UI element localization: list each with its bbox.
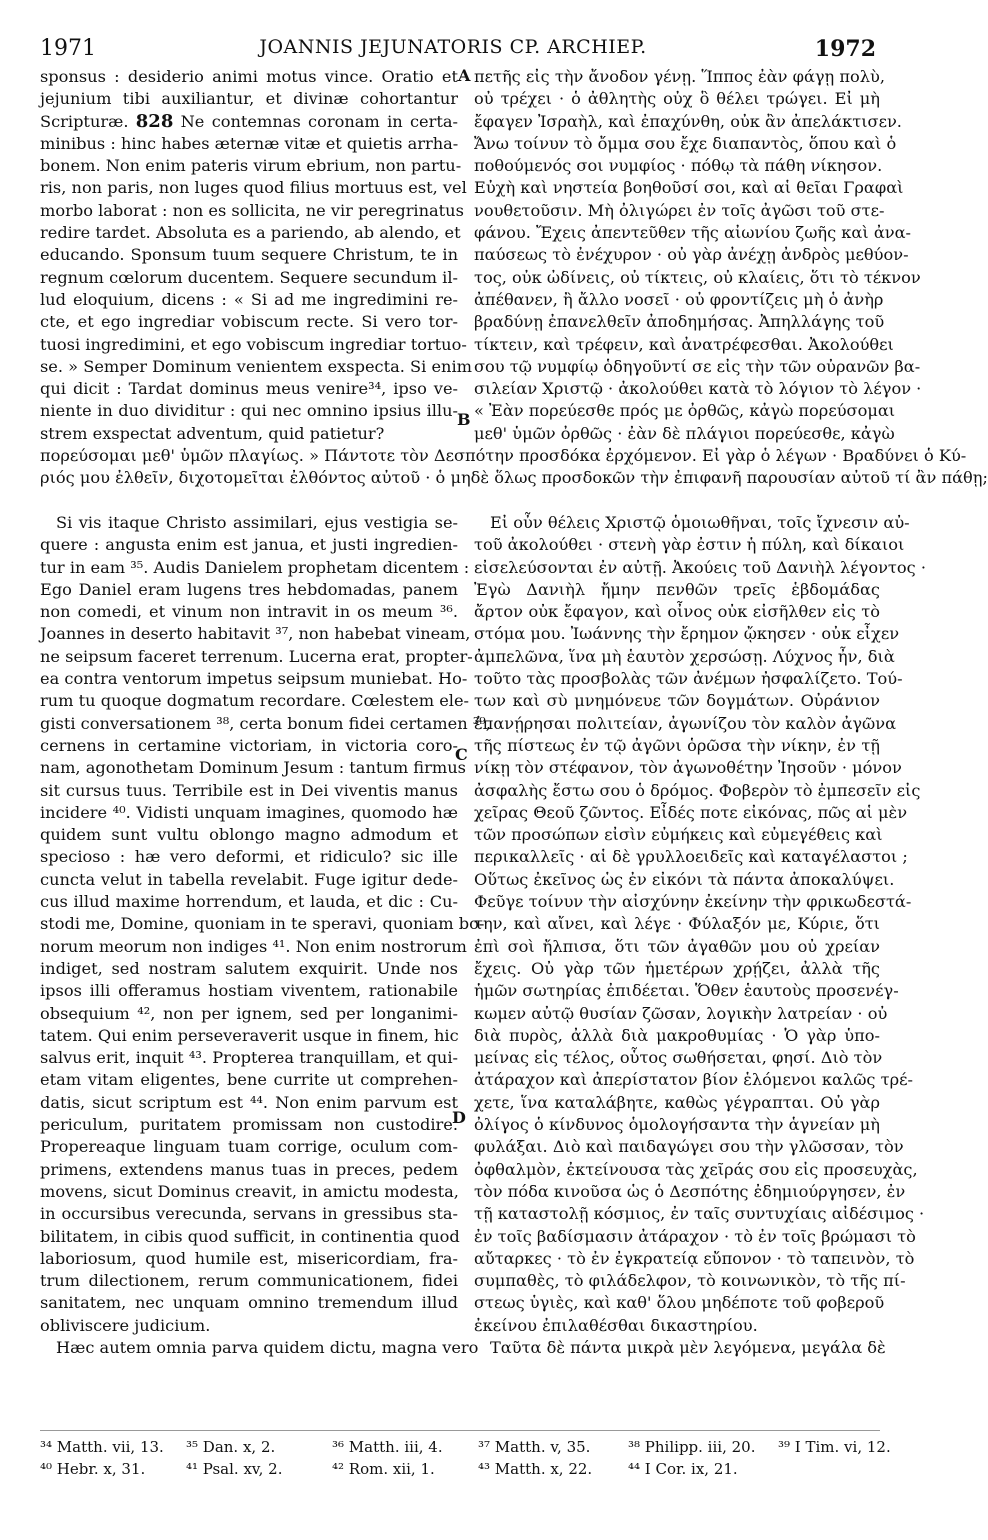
latin-text-line: salvus erit, inquit ⁴³. Propterea tranquillam, et qui- [40, 1048, 458, 1068]
greek-text-line: ἀμπελῶνα, ἵνα μὴ ἑαυτὸν χερσώσῃ. Λύχνος ἦν, διὰ [474, 646, 895, 666]
greek-text-line: νουθετοῦσιν. Μὴ ὀλιγώρει ἐν τοῖς ἀγῶσι τοῦ στε- [474, 200, 885, 220]
column-number-marker: 828 [135, 110, 174, 132]
greek-text-line: φυλάξαι. Διὸ καὶ παιδαγώγει σου τὴν γλῶσσαν, τὸν [474, 1137, 904, 1157]
greek-text-line: Εὐχὴ καὶ νηστεία βοηθοῦσί σοι, καὶ αἱ θεῖαι Γραφαὶ [474, 178, 904, 198]
latin-text-line: sit cursus tuus. Terribile est in Dei viventis manus [40, 780, 458, 800]
latin-text-line: datis, sicut scriptum est ⁴⁴. Non enim parvum est [40, 1092, 458, 1112]
greek-text-line: ἀσφαλὴς ἔστω σου ὁ δρόμος. Φοβερὸν τὸ ἐμπεσεῖν εἰς [474, 780, 921, 800]
footnote-reference: ³⁷ Matth. v, 35. [478, 1438, 591, 1456]
greek-text-line: τὸν πόδα κινοῦσα ὡς ὁ Δεσπότης ἐδημιούργησεν, ἐν [474, 1181, 906, 1201]
greek-text-line: ἐκείνου ἐπιλαθέσθαι δικαστηρίου. [474, 1315, 758, 1335]
latin-text-line: redire tardet. Absoluta es a pariendo, ab alendo, et [40, 223, 461, 243]
latin-text-line [40, 111, 458, 133]
spanning-text-line: ριός μου ἐλθεῖν, διχοτομεῖται ἐλθόντος αὐτοῦ · ὁ μηδὲ ὅλως προσδοκῶν τὴν ἐπιφανῆ παρουσίαν αὐτοῦ τί ἂν πάθῃ; [40, 468, 988, 488]
greek-text-line: συμπαθὲς, τὸ φιλάδελφον, τὸ κοινωνικὸν, τὸ τῆς πί- [474, 1271, 906, 1291]
latin-text-line: movens, sicut Dominus creavit, in amictu modesta, [40, 1181, 459, 1201]
latin-text-line: bilitatem, in cibis quod sufficit, in continentia quod [40, 1226, 460, 1246]
latin-text-line: in occursibus verecunda, servans in gressibus sta- [40, 1204, 458, 1224]
latin-text-line: ne seipsum faceret terrenum. Lucerna erat, propter- [40, 646, 473, 666]
greek-text-line: Ταῦτα δὲ πάντα μικρὰ μὲν λεγόμενα, μεγάλα δὲ [490, 1337, 886, 1357]
greek-text-line: τῶν προσώπων εἰσὶν εὐμήκεις καὶ εὐμεγέθεις καὶ [474, 825, 883, 845]
greek-text-line: στεως ὑγιὲς, καὶ καθ' ὅλου μηδέποτε τοῦ φοβεροῦ [474, 1293, 885, 1313]
latin-text-line: jejunium tibi auxiliantur, et divinæ cohortantur [40, 89, 458, 109]
greek-text-line: τοῦ ἀκολούθει · στενὴ γὰρ ἐστιν ἡ πύλη, καὶ δίκαιοι [474, 535, 905, 555]
footnote-reference: ³⁵ Dan. x, 2. [186, 1438, 276, 1456]
latin-text-line: non comedi, et vinum non intravit in os meum ³⁶. [40, 602, 458, 622]
latin-text-line: Ego Daniel eram lugens tres hebdomadas, panem [40, 579, 458, 599]
greek-text-line: ἔχεις. Οὐ γὰρ τῶν ἡμετέρων χρῄζει, ἀλλὰ τῆς [474, 958, 880, 978]
latin-column-bottom [40, 512, 491, 1359]
latin-text-line: periculum, puritatem promissam non custodire. [40, 1115, 458, 1135]
latin-text-line: ris, non paris, non luges quod filius mortuus est, vel [40, 178, 467, 198]
greek-text-line: ἀπέθανεν, ἢ ἄλλο νοσεῖ · οὐ φροντίζεις μὴ ὁ ἀνὴρ [474, 289, 884, 309]
greek-text-line: των καὶ σὺ μνημόνευε τῶν δογμάτων. Οὐράνιον [474, 691, 880, 711]
greek-text-line: στόμα μου. Ἰωάννης τὴν ἔρημον ᾤκησεν · οὐκ εἶχεν [474, 624, 900, 644]
latin-text-line: niente in duo dividitur : qui nec omnino ipsius illu- [40, 401, 458, 421]
latin-text-line: lud eloquium, dicens : « Si ad me ingredimini re- [40, 289, 458, 309]
greek-text-line: αὔταρκες · τὸ ἐν ἐγκρατείᾳ εὔπονον · τὸ ταπεινὸν, τὸ [474, 1248, 915, 1268]
greek-text-line: ἔφαγεν Ἰσραὴλ, καὶ ἐπαχύνθη, οὐκ ἂν ἀπελάκτισεν. [474, 111, 902, 131]
latin-text-line: cus illud maxime horrendum, et lauda, et dic : Cu- [40, 892, 458, 912]
latin-text-line: cte, et ego ingrediar vobiscum recte. Si vero tor- [40, 312, 458, 332]
footnote-reference: ⁴³ Matth. x, 22. [478, 1460, 593, 1478]
latin-text-fragment: Scripturæ. [40, 111, 136, 131]
latin-text-line: norum meorum non indiges ⁴¹. Non enim nostrorum [40, 936, 467, 956]
greek-text-line: χεῖρας Θεοῦ ζῶντος. Εἶδές ποτε εἰκόνας, πῶς αἱ μὲν [474, 802, 908, 822]
footnote-reference: ³⁹ I Tim. vi, 12. [778, 1438, 891, 1456]
spanning-lines [40, 445, 988, 490]
latin-text-line: quidem sunt vultu oblongo magno admodum et [40, 825, 458, 845]
latin-text-line: morbo laborat : non es sollicita, ne vir peregrinatus [40, 200, 464, 220]
latin-text-line: etam vitam eligentes, bene currite ut comprehen- [40, 1070, 458, 1090]
latin-text-line: nam, agonothetam Dominum Jesum : tantum firmus [40, 758, 466, 778]
greek-text-line: μείνας εἰς τέλος, οὗτος σωθήσεται, φησί. Διὸ τὸν [474, 1048, 883, 1068]
margin-marker-c: C [455, 745, 468, 764]
latin-column-top [40, 66, 472, 445]
greek-text-line: ἀτάραχον καὶ ἀπερίστατον βίον ἑλόμενοι καλῶς τρέ- [474, 1070, 913, 1090]
latin-text-line: Propereaque linguam tuam corrige, oculum com- [40, 1137, 458, 1157]
footnote-reference: ³⁸ Philipp. iii, 20. [628, 1438, 756, 1456]
footnote-reference: ⁴¹ Psal. xv, 2. [186, 1460, 283, 1478]
footnotes [40, 1436, 891, 1480]
latin-text-line: bonem. Non enim pateris virum ebrium, non partu- [40, 156, 462, 176]
latin-text-line: Si vis itaque Christo assimilari, ejus vestigia se- [56, 513, 458, 532]
latin-text-line: rum tu quoque dogmatum recordare. Cœlestem ele- [40, 691, 470, 711]
greek-text-line: ἐπὶ σοὶ ἤλπισα, ὅτι τῶν ἀγαθῶν μου οὐ χρείαν [474, 936, 880, 956]
spanning-text-line: πορεύσομαι μεθ' ὑμῶν πλαγίως. » Πάντοτε τὸν Δεσπότην προσδόκα ἐρχόμενον. Εἰ γὰρ ὁ λέγων · Βραδύνει ὁ Κύ- [40, 446, 967, 465]
page-header [0, 8, 906, 64]
latin-text-line: sponsus : desiderio animi motus vince. Oratio et [40, 67, 458, 86]
greek-text-line: διὰ πυρὸς, ἀλλὰ διὰ μακροθυμίας · Ὁ γὰρ ὑπο- [474, 1025, 880, 1045]
greek-text-line: κωμεν αὐτῷ θυσίαν ζῶσαν, λογικὴν λατρείαν · οὐ [474, 1003, 888, 1023]
greek-text-line: Οὕτως ἐκεῖνος ὡς ἐν εἰκόνι τὰ πάντα ἀποκαλύψει. [474, 869, 895, 889]
greek-text-line: βραδύνῃ ἐπανελθεῖν ἀποδημήσας. Ἀπηλλάγης τοῦ [474, 312, 885, 332]
latin-text-line: primens, extendens manus tuas in preces, pedem [40, 1159, 458, 1179]
greek-text-line: ἡμῶν σωτηρίας ἐπιδέεται. Ὅθεν ἑαυτοὺς προσενέγ- [474, 981, 899, 1001]
footnote-row-2 [40, 1458, 880, 1480]
latin-text-line: specioso : hæ vero deformi, et ridiculo? sic ille [40, 847, 458, 867]
latin-text-line: obliviscere judicium. [40, 1315, 211, 1335]
latin-text-line: indiget, sed nostram salutem exquirit. Unde nos [40, 958, 458, 978]
greek-text-line: μεθ' ὑμῶν ὀρθῶς · ἐὰν δὲ πλάγιοι πορεύεσθε, κἀγὼ [474, 423, 895, 443]
greek-text-line: την, καὶ αἴνει, καὶ λέγε · Φύλαξόν με, Κύριε, ὅτι [474, 914, 880, 934]
greek-text-line: οὐ τρέχει · ὁ ἀθλητὴς οὐχ ὃ θέλει τρώγει. Εἰ μὴ [474, 89, 880, 109]
footnote-reference: ⁴⁴ I Cor. ix, 21. [628, 1460, 738, 1478]
latin-text-line: ipsos illi offeramus hostiam viventem, rationabile [40, 981, 458, 1001]
latin-text-line: strem exspectat adventum, quid patietur? [40, 423, 385, 443]
greek-text-line: σιλείαν Χριστῷ · ἀκολούθει κατὰ τὸ λόγιον τὸ λέγον · [474, 379, 922, 399]
latin-text-line: Hæc autem omnia parva quidem dictu, magna vero [56, 1337, 479, 1357]
latin-text-line: cernens in certamine victoriam, in victoria coro- [40, 735, 458, 755]
footnote-reference: ³⁴ Matth. vii, 13. [40, 1438, 164, 1456]
margin-marker-a: A [458, 66, 471, 85]
greek-text-line: ὀλίγος ὁ κίνδυνος ὁμολογήσαντα τὴν ἁγνείαν μὴ [474, 1115, 880, 1135]
latin-text-line: trum dilectionem, rerum communicationem, fidei [40, 1271, 458, 1291]
latin-text-line: qui dicit : Tardat dominus meus venire³⁴, ipso ve- [40, 379, 458, 399]
running-title: JOANNIS JEJUNATORIS CP. ARCHIEP. [259, 36, 647, 58]
greek-text-line: φάνου. Ἔχεις ἀπεντεῦθεν τῆς αἰωνίου ζωῆς καὶ ἀνα- [474, 223, 912, 243]
greek-text-line: χετε, ἵνα καταλάβητε, καθὼς γέγραπται. Οὐ γὰρ [474, 1092, 880, 1112]
footnote-reference: ³⁶ Matth. iii, 4. [332, 1438, 443, 1456]
latin-text-line: minibus : hinc habes æternæ vitæ et quietis arrha- [40, 133, 459, 153]
latin-text-fragment: Ne contemnas coronam in certa- [173, 111, 458, 131]
left-column-number: 1971 [40, 36, 96, 61]
greek-text-line: ὀφθαλμὸν, ἐκτείνουσα τὰς χεῖράς σου εἰς προσευχὰς, [474, 1159, 918, 1179]
greek-text-line: παύσεως τὸ ἐνέχυρον · οὐ γὰρ ἀνέχῃ ἀνδρὸς μεθύον- [474, 245, 909, 265]
greek-text-line: σου τῷ νυμφίῳ ὁδηγοῦντί σε εἰς τὴν τῶν οὐρανῶν βα- [474, 356, 921, 376]
footnote-reference: ⁴⁰ Hebr. x, 31. [40, 1460, 146, 1478]
greek-text-line: τίκτειν, καὶ τρέφειν, καὶ ἀνατρέφεσθαι. Ἀκολούθει [474, 334, 894, 354]
latin-text-line: stodi me, Domine, quoniam in te speravi, quoniam bo- [40, 914, 485, 934]
greek-text-line: τος, οὐκ ὠδίνεις, οὐ τίκτεις, οὐ κλαίεις, ὅτι τὸ τέκνον [474, 267, 921, 287]
latin-text-line: gisti conversationem ³⁸, certa bonum fidei certamen ³⁹, [40, 713, 491, 733]
greek-text-line: περικαλλεῖς · αἱ δὲ γρυλλοειδεῖς καὶ καταγέλαστοι ; [474, 847, 908, 867]
greek-text-line: ἄρτον οὐκ ἔφαγον, καὶ οἶνος οὐκ εἰσῆλθεν εἰς τὸ [474, 602, 880, 622]
greek-text-line: εἰσελεύσονται ἐν αὐτῇ. Ἀκούεις τοῦ Δανιὴλ λέγοντος · [474, 557, 926, 577]
right-column-number: 1972 [814, 36, 876, 62]
greek-text-line: ποθούμενός σοι νυμφίος · πόθῳ τὰ πάθη νίκησον. [474, 156, 883, 176]
greek-text-line: ἐπανῄρησαι πολιτείαν, ἀγωνίζου τὸν καλὸν ἀγῶνα [474, 713, 897, 733]
latin-text-line: se. » Semper Dominum venientem exspecta. Si enim [40, 356, 472, 376]
footnote-row-1 [40, 1436, 891, 1458]
latin-text-line: cuncta velut in tabella revelabit. Fuge igitur dede- [40, 869, 458, 889]
latin-text-line: laboriosum, quod humile est, misericordiam, fra- [40, 1248, 458, 1268]
greek-text-line: τῆς πίστεως ἐν τῷ ἀγῶνι ὁρῶσα τὴν νίκην, ἐν τῇ [474, 735, 880, 755]
greek-text-line: ἐν τοῖς βαδίσμασιν ἀτάραχον · τὸ ἐν τοῖς βρώμασι τὸ [474, 1226, 916, 1246]
latin-text-line: Joannes in deserto habitavit ³⁷, non habebat vineam, [40, 624, 471, 644]
latin-text-line: obsequium ⁴², non per ignem, sed per longanimi- [40, 1003, 458, 1023]
footnote-reference: ⁴² Rom. xii, 1. [332, 1460, 435, 1478]
latin-text-line: tuosi ingredimini, et ego vobiscum ingrediar tortuo- [40, 334, 467, 354]
greek-text-line: Ἐγὼ Δανιὴλ ἤμην πενθῶν τρεῖς ἑβδομάδας [474, 579, 880, 599]
latin-text-line: educando. Sponsum tuum sequere Christum, te in [40, 245, 458, 265]
latin-text-line: ea contra ventorum impetus seipsum muniebat. Ho- [40, 669, 468, 689]
greek-text-line: Ἄνω τοίνυν τὸ ὄμμα σου ἔχε διαπαντὸς, ὅπου καὶ ὁ [474, 133, 897, 153]
latin-text-line: regnum cœlorum ducentem. Sequere secundum il- [40, 267, 458, 287]
latin-text-line: quere : angusta enim est janua, et justi ingredien- [40, 535, 458, 555]
margin-marker-d: D [452, 1108, 466, 1127]
footnote-rule [40, 1430, 880, 1431]
greek-text-line: Εἰ οὖν θέλεις Χριστῷ ὁμοιωθῆναι, τοῖς ἴχνεσιν αὐ- [490, 513, 910, 532]
greek-column-bottom [474, 512, 926, 1359]
greek-text-line: τοῦτο τὰς προσβολὰς τῶν ἀνέμων ἠσφαλίζετο. Τού- [474, 669, 903, 689]
latin-text-line: tur in eam ³⁵. Audis Danielem prophetam dicentem : [40, 557, 470, 577]
greek-text-line: νίκῃ τὸν στέφανον, τὸν ἀγωνοθέτην Ἰησοῦν · μόνον [474, 758, 902, 778]
greek-text-line: « Ἐὰν πορεύεσθε πρός με ὀρθῶς, κἀγὼ πορεύσομαι [474, 401, 896, 421]
latin-text-line: incidere ⁴⁰. Vidisti unquam imagines, quomodo hæ [40, 802, 458, 822]
margin-marker-b: B [457, 410, 471, 429]
greek-text-line: τῇ καταστολῇ κόσμιος, ἐν ταῖς συντυχίαις αἰδέσιμος · [474, 1204, 925, 1224]
latin-text-line: tatem. Qui enim perseveraverit usque in finem, hic [40, 1025, 459, 1045]
greek-column-top [474, 66, 922, 445]
greek-text-line: πετῆς εἰς τὴν ἄνοδον γένῃ. Ἵππος ἐὰν φάγῃ πολὺ, [474, 67, 886, 86]
greek-text-line: Φεῦγε τοίνυν τὴν αἰσχύνην ἐκείνην τὴν φρικωδεστά- [474, 892, 912, 912]
latin-text-line: sanitatem, nec unquam omnino tremendum illud [40, 1293, 458, 1313]
